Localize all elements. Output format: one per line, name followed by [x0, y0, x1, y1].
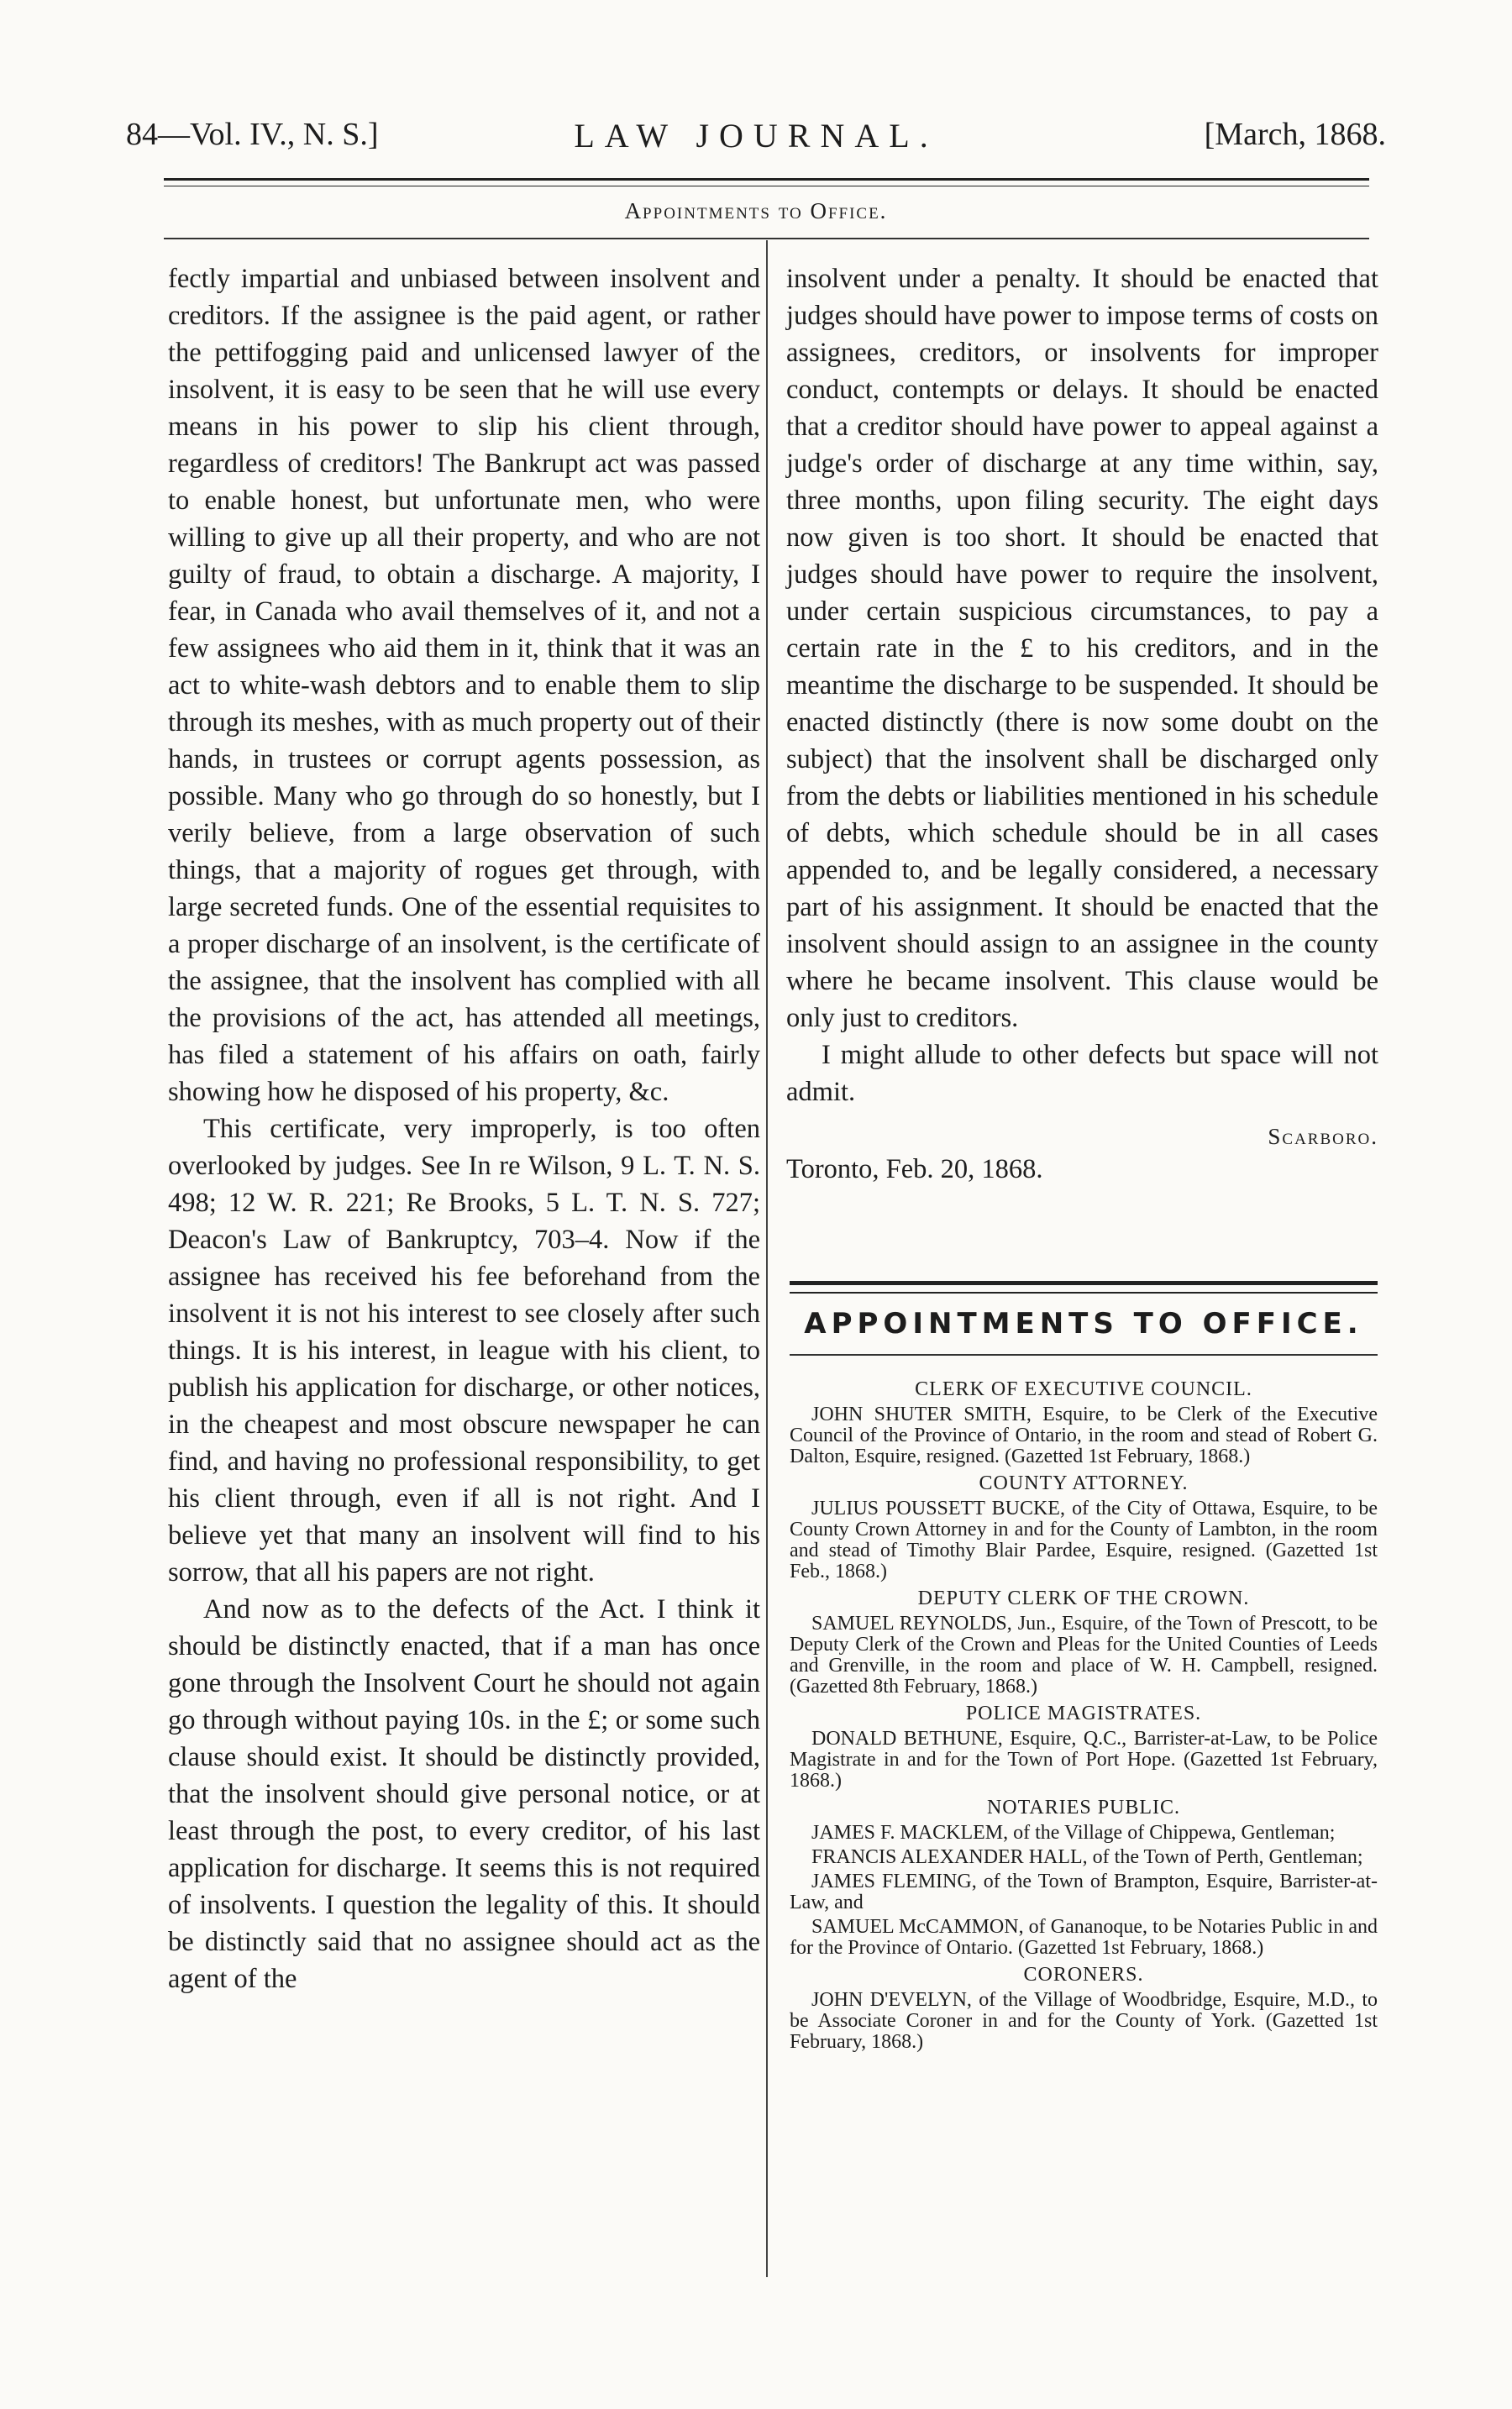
appointments-list: [790, 1373, 1378, 2056]
appointment-entry: SAMUEL REYNOLDS, Jun., Esquire, of the Town of Prescott, to be Deputy Clerk of the Crown and Pleas for the United Counties of Leeds and Grenville, in the room and place of W. H. Campbell, resigned. (Gazetted 8th February, 1868.): [790, 1613, 1378, 1698]
right-column: [786, 260, 1378, 1188]
issue-date: [March, 1868.: [1204, 117, 1386, 152]
appointment-entry: SAMUEL McCAMMON, of Gananoque, to be Notaries Public in and for the Province of Ontario. (Gazetted 1st February, 1868.): [790, 1916, 1378, 1959]
paragraph: fectly impartial and unbiased between insolvent and creditors. If the assignee is the paid agent, or rather the pettifogging paid and unlicensed lawyer of the insolvent, it is easy to be seen that he will use every means in his power to slip his client through, regardless of creditors! The Bankrupt act was passed to enable honest, but unfortunate men, who were willing to give up all their property, and who are not guilty of fraud, to obtain a discharge. A majority, I fear, in Canada who avail themselves of it, and not a few assignees who aid them in it, think that it was an act to white-wash debtors and to enable them to slip through its meshes, with as much property out of their hands, in trustees or corrupt agents possession, as possible. Many who go through do so honestly, but I verily believe, from a large observation of such things, that a majority of rogues get through, with large secreted funds. One of the essential requisites to a proper discharge of an insolvent, is the certificate of the assignee, that the insolvent has complied with all the provisions of the act, has attended all meetings, has filed a statement of his affairs on oath, fairly showing how he disposed of his property, &c.: [168, 264, 760, 1107]
appointment-entry: JOHN SHUTER SMITH, Esquire, to be Clerk of the Executive Council of the Province of Ontario, in the room and stead of Robert G. Dalton, Esquire, resigned. (Gazetted 1st February, 1868.): [790, 1404, 1378, 1467]
section-subheader: Appointments to Office.: [624, 198, 888, 223]
appointment-entry: JOHN D'EVELYN, of the Village of Woodbridge, Esquire, M.D., to be Associate Coroner in and for the County of York. (Gazetted 1st February, 1868.): [790, 1989, 1378, 2053]
category-heading: CORONERS.: [1023, 1964, 1144, 1986]
page-header: [126, 116, 1386, 166]
volume-info: 84—Vol. IV., N. S.]: [126, 117, 379, 152]
header-rule: [164, 178, 1369, 186]
column-divider: [766, 240, 768, 2277]
appointment-entry: JAMES FLEMING, of the Town of Brampton, Esquire, Barrister-at-Law, and: [790, 1871, 1378, 1913]
category-heading: CLERK OF EXECUTIVE COUNCIL.: [915, 1378, 1252, 1400]
subheader-rule: [164, 238, 1369, 239]
appointment-entry: JULIUS POUSSETT BUCKE, of the City of Ottawa, Esquire, to be County Crown Attorney in and for the County of Lambton, in the room and stead of Timothy Blair Pardee, Esquire, resigned. (Gazetted 1st Feb., 1868.): [790, 1498, 1378, 1582]
category-heading: COUNTY ATTORNEY.: [979, 1472, 1189, 1494]
signature-place-date: Toronto, Feb. 20, 1868.: [786, 1154, 1043, 1184]
appointment-entry: DONALD BETHUNE, Esquire, Q.C., Barrister-at-Law, to be Police Magistrate in and for the Town of Port Hope. (Gazetted 1st February, 1868.): [790, 1728, 1378, 1792]
paragraph: I might allude to other defects but space will not admit.: [786, 1040, 1378, 1107]
paragraph: And now as to the defects of the Act. I think it should be distinctly enacted, that if a man has once gone through the Insolvent Court he should not again go through without paying 10s. in the £; or some such clause should exist. It should be distinctly provided, that the insolvent should give personal notice, or at least through the post, to every creditor, of his last application for discharge. It seems this is not required of insolvents. I question the legality of this. It should be distinctly said that no assignee should act as the agent of the: [168, 1594, 760, 1994]
paragraph: insolvent under a penalty. It should be enacted that judges should have power to impose terms of costs on assignees, creditors, or insolvents for improper conduct, contempts or delays. It should be enacted that a creditor should have power to appeal against a judge's order of discharge at any time within, say, three months, upon filing security. The eight days now given is too short. It should be enacted that judges should have power to require the insolvent, under certain suspicious circumstances, to pay a certain rate in the £ to his creditors, and in the meantime the discharge to be suspended. It should be enacted distinctly (there is now some doubt on the subject) that the insolvent shall be discharged only from the debts or liabilities mentioned in his schedule of debts, which schedule should be in all cases appended to, and be legally considered, a necessary part of his assignment. It should be enacted that the insolvent should assign to an assignee in the county where he became insolvent. This clause would be only just to creditors.: [786, 264, 1378, 1033]
journal-title: LAW JOURNAL.: [574, 117, 938, 155]
signature-name: Scarboro.: [1268, 1124, 1378, 1149]
appointment-entry: FRANCIS ALEXANDER HALL, of the Town of Perth, Gentleman;: [811, 1846, 1363, 1868]
category-heading: DEPUTY CLERK OF THE CROWN.: [917, 1588, 1250, 1609]
section-rule: [790, 1281, 1378, 1294]
title-rule: [790, 1354, 1378, 1356]
category-heading: POLICE MAGISTRATES.: [965, 1703, 1202, 1724]
paragraph: This certificate, very improperly, is too often overlooked by judges. See In re Wilson, 9 L. T. N. S. 498; 12 W. R. 221; Re Brooks, 5 L. T. N. S. 727; Deacon's Law of Bankruptcy, 703–4. Now if the assignee has received his fee beforehand from the insolvent it is not his interest to see closely after such things. It is his interest, in league with his client, to publish his application for discharge, or other notices, in the cheapest and most obscure newspaper he can find, and having no professional responsibility, to get his client through, even if all is not right. And I believe yet that many an insolvent will find to his sorrow, that all his papers are not right.: [168, 1114, 760, 1588]
appointment-entry: JAMES F. MACKLEM, of the Village of Chippewa, Gentleman;: [811, 1822, 1336, 1844]
left-column: [168, 260, 760, 1997]
category-heading: NOTARIES PUBLIC.: [986, 1797, 1181, 1819]
appointments-title: APPOINTMENTS TO OFFICE.: [804, 1307, 1363, 1341]
